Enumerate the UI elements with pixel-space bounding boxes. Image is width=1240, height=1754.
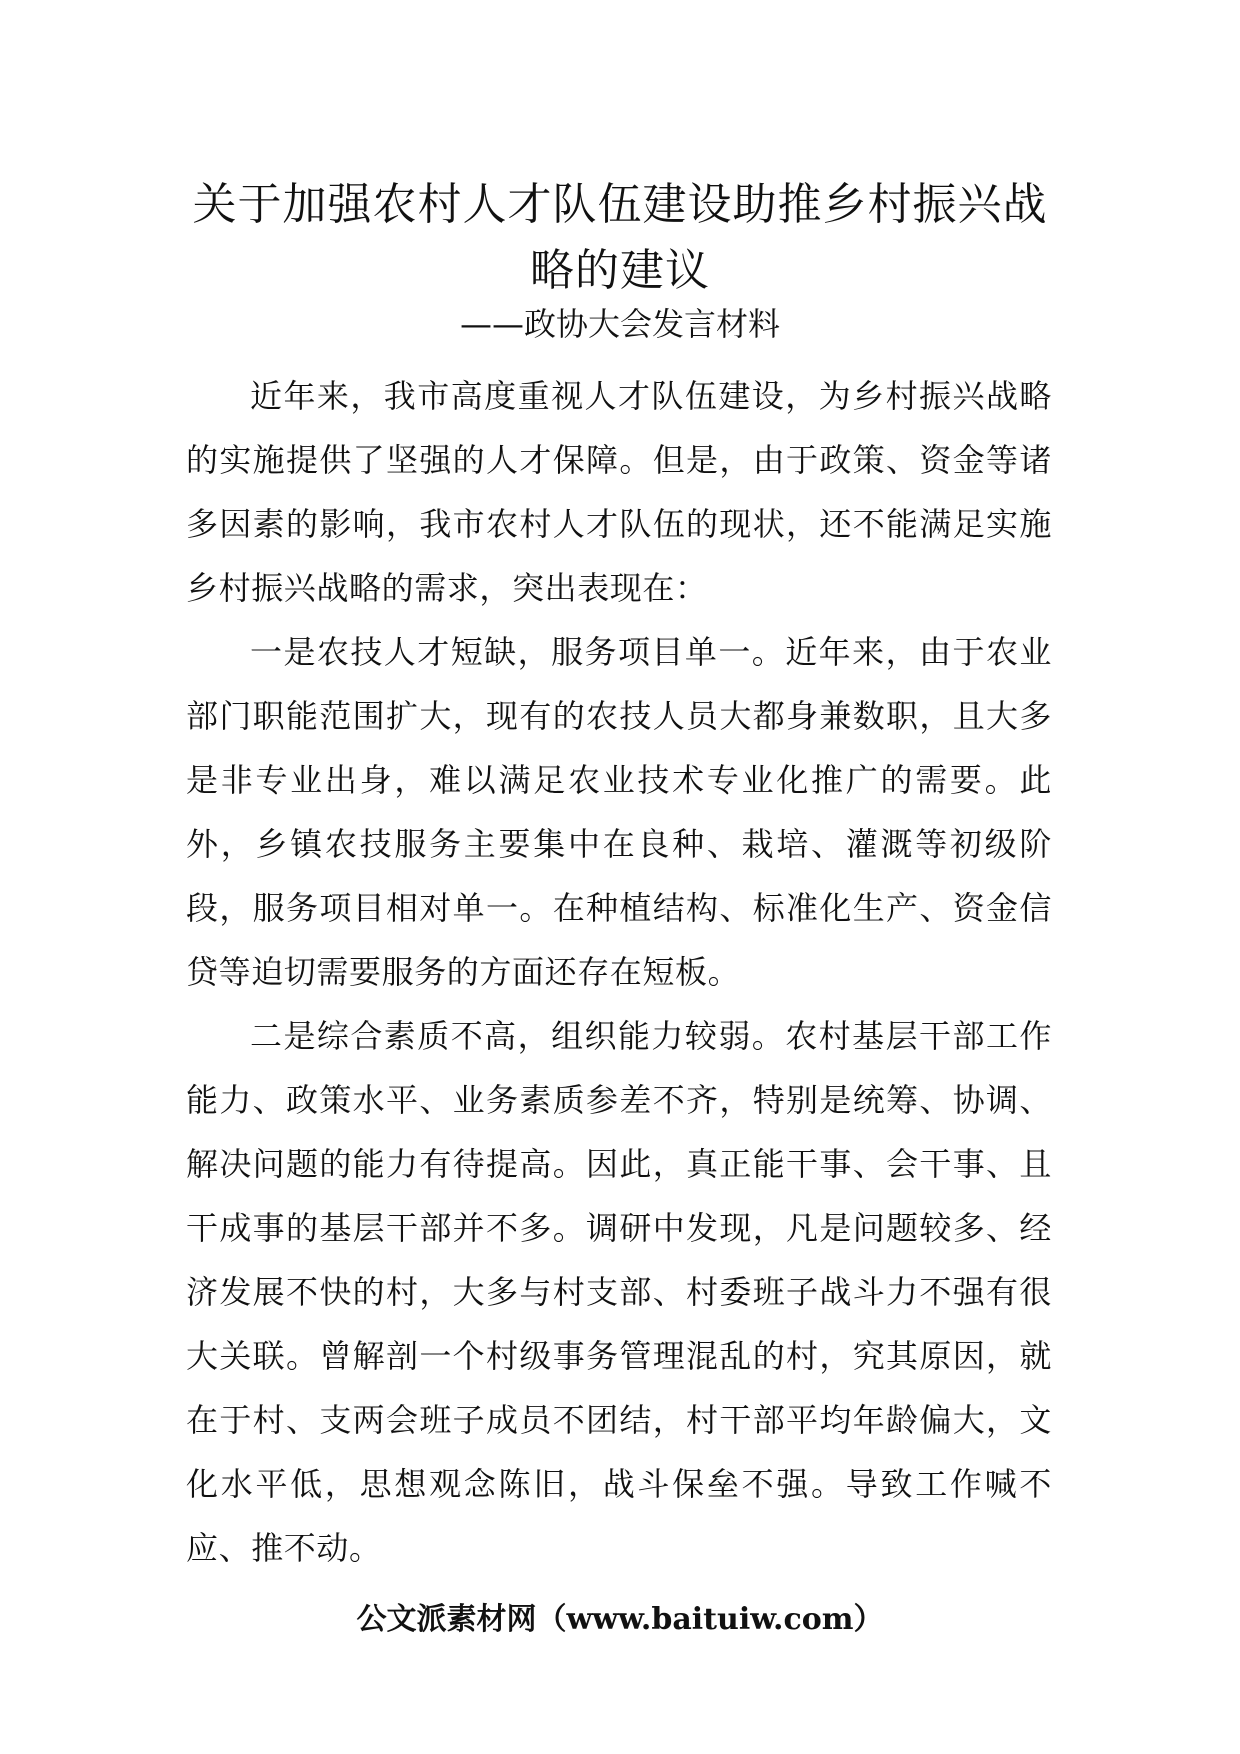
document-title: 关于加强农村人才队伍建设助推乡村振兴战略的建议	[192, 179, 1048, 296]
document-body	[186, 364, 1052, 1580]
source-footer: 公文派素材网（www.baituiw.com）	[356, 1602, 884, 1637]
document-subtitle: ——政协大会发言材料	[459, 305, 780, 343]
paragraph-point-one: 一是农技人才短缺，服务项目单一。近年来，由于农业部门职能范围扩大，现有的农技人员大都身兼数职，且大多是非专业出身，难以满足农业技术专业化推广的需要。此外，乡镇农技服务主要集中在良种、栽培、灌溉等初级阶段，服务项目相对单一。在种植结构、标准化生产、资金信贷等迫切需要服务的方面还存在短板。	[186, 633, 1052, 991]
paragraph-intro: 近年来，我市高度重视人才队伍建设，为乡村振兴战略的实施提供了坚强的人才保障。但是，由于政策、资金等诸多因素的影响，我市农村人才队伍的现状，还不能满足实施乡村振兴战略的需求，突出表现在：	[186, 377, 1052, 607]
paragraph-point-two: 二是综合素质不高，组织能力较弱。农村基层干部工作能力、政策水平、业务素质参差不齐，特别是统筹、协调、解决问题的能力有待提高。因此，真正能干事、会干事、且干成事的基层干部并不多。调研中发现，凡是问题较多、经济发展不快的村，大多与村支部、村委班子战斗力不强有很大关联。曾解剖一个村级事务管理混乱的村，究其原因，就在于村、支两会班子成员不团结，村干部平均年龄偏大，文化水平低，思想观念陈旧，战斗保垒不强。导致工作喊不应、推不动。	[186, 1017, 1052, 1567]
